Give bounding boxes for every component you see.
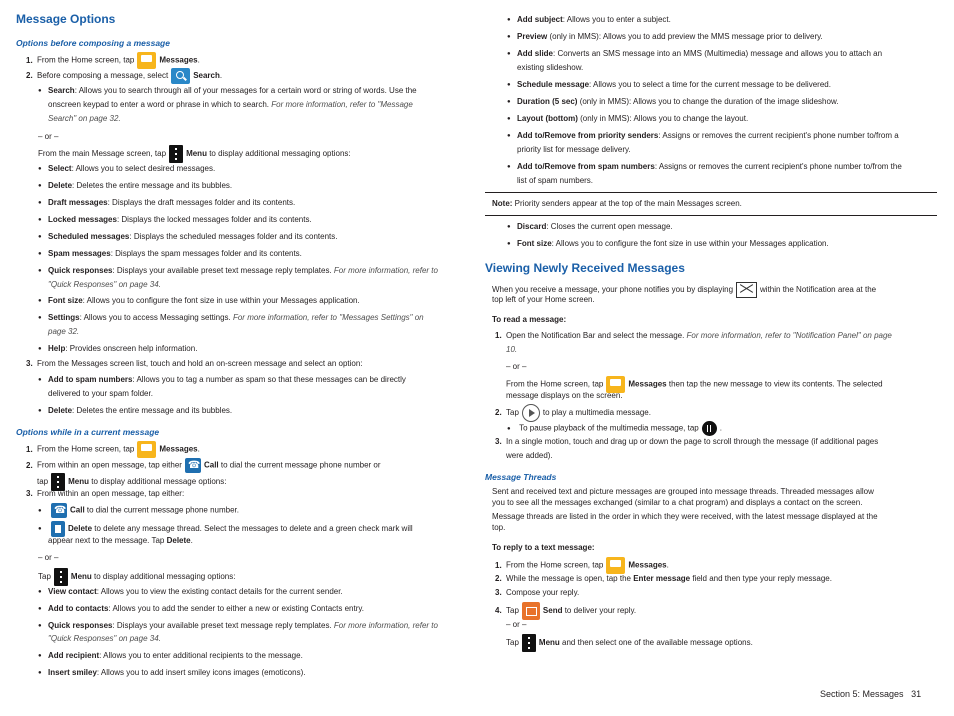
new-message-notification-icon xyxy=(736,282,757,298)
messages-icon xyxy=(137,441,156,458)
read-alt-line-cont: message displays on the screen. xyxy=(506,391,623,400)
threads-para-1: Sent and received text and picture messages are grouped into message threads. Threaded messages allow xyxy=(492,487,874,496)
option-quick-responses-2-cont: "Quick Responses" on page 34. xyxy=(48,634,161,643)
option-schedule: ● Schedule message: Allows you to select a time for the current message to be delivered. xyxy=(507,79,831,91)
call-icon xyxy=(185,458,201,473)
step-m2-cont: tap Menu to display additional message options: xyxy=(37,473,226,491)
subheading-before-composing: Options before composing a message xyxy=(16,38,170,48)
read-step-1-cont: 10. xyxy=(506,345,518,354)
section-title-viewing: Viewing Newly Received Messages xyxy=(485,261,685,275)
reply-step-3: 3. Compose your reply. xyxy=(495,588,580,597)
option-insert-smiley: ● Insert smiley: Allows you to add insert smiley icons images (emoticons). xyxy=(38,667,305,679)
note: Note: Priority senders appear at the top of the main Messages screen. xyxy=(492,199,742,208)
option-settings-cont: page 32. xyxy=(48,327,80,336)
option-delete: ● Delete: Deletes the entire message and its bubbles. xyxy=(38,180,232,192)
step-2: 2. Before composing a message, select Search. xyxy=(26,68,222,84)
menu-icon xyxy=(522,634,536,652)
menu-icon xyxy=(54,568,68,586)
option-delete-thread-cont: appear next to the message. Tap Delete. xyxy=(48,536,193,545)
option-delete-thread: ● Delete to delete any message thread. Select the messages to delete and a green check mark will xyxy=(38,521,413,537)
option-select: ● Select: Allows you to select desired messages. xyxy=(38,163,215,175)
option-add-slide: ● Add slide: Converts an SMS message into an MMS (Multimedia) message and allows you to attach an xyxy=(507,48,882,60)
main-menu-line: From the main Message screen, tap Menu to display additional messaging options: xyxy=(38,145,351,163)
call-icon xyxy=(51,503,67,518)
play-icon xyxy=(522,404,540,422)
option-add-recipient: ● Add recipient: Allows you to enter additional recipients to the message. xyxy=(38,650,303,662)
messages-icon xyxy=(137,52,156,69)
subheading-current-message: Options while in a current message xyxy=(16,427,160,437)
note-rule-top xyxy=(485,192,937,193)
option-spam: ● Spam messages: Displays the spam messages folder and its contents. xyxy=(38,248,302,260)
subheading-threads: Message Threads xyxy=(485,472,557,482)
step-m2: 2. From within an open message, tap either☎ Call to dial the current message phone number or xyxy=(26,458,381,473)
option-call: ☎● Call to dial the current message phone number. xyxy=(38,503,239,518)
section-title: Message Options xyxy=(16,12,116,26)
option-delete-2: ● Delete: Deletes the entire message and its bubbles. xyxy=(38,405,232,417)
viewing-intro-cont: top left of your Home screen. xyxy=(492,295,595,304)
step-3: 3. From the Messages screen list, touch and hold an on-screen message and select an option: xyxy=(26,359,363,368)
bullet-search: ● Search: Allows you to search through all of your messages for a certain word or string of words. Use the xyxy=(38,85,417,97)
reply-menu-line: Tap Menu and then select one of the available message options. xyxy=(506,634,753,652)
step-m3: 3. From within an open message, tap either: xyxy=(26,489,185,498)
option-quick-responses-2: ● Quick responses: Displays your available preset text message reply templates. For more information, refer to xyxy=(38,620,438,632)
pause-icon xyxy=(702,421,717,436)
reply-step-1: 1. From the Home screen, tap Messages. xyxy=(495,557,669,574)
option-add-contacts: ● Add to contacts: Allows you to add the sender to either a new or existing Contacts entry. xyxy=(38,603,364,615)
messages-icon xyxy=(606,557,625,574)
reply-step-2: 2. While the message is open, tap the Enter message field and then type your reply message. xyxy=(495,574,832,583)
option-draft: ● Draft messages: Displays the draft messages folder and its contents. xyxy=(38,197,295,209)
option-view-contact: ● View contact: Allows you to view the existing contact details for the current sender. xyxy=(38,586,343,598)
option-settings: ● Settings: Allows you to access Messaging settings. For more information, refer to "Messages Settings" on xyxy=(38,312,424,324)
option-add-slide-cont: existing slideshow. xyxy=(517,63,584,72)
option-locked: ● Locked messages: Displays the locked messages folder and its contents. xyxy=(38,214,312,226)
tap-menu-line: Tap Menu to display additional messaging options: xyxy=(38,568,235,586)
or-separator-4: – or – xyxy=(506,620,527,629)
threads-para-1-cont: you to see all the messages exchanged (similar to a chat program) and displays a contact on the screen. xyxy=(492,498,863,507)
pause-bullet: ● To pause playback of the multimedia message, tap . xyxy=(507,421,722,436)
option-scheduled: ● Scheduled messages: Displays the scheduled messages folder and its contents. xyxy=(38,231,338,243)
option-spam-numbers-cont: list of spam numbers. xyxy=(517,176,594,185)
step-m1: 1. From the Home screen, tap Messages. xyxy=(26,441,200,458)
option-discard: ● Discard: Closes the current open message. xyxy=(507,221,673,233)
step-1: 1. From the Home screen, tap Messages. xyxy=(26,52,200,69)
option-priority-senders: ● Add to/Remove from priority senders: Assigns or removes the current recipient's phone number to/from a xyxy=(507,130,899,142)
bullet-search-cont2: Search" on page 32. xyxy=(48,114,121,123)
to-reply-heading: To reply to a text message: xyxy=(492,543,595,552)
threads-para-2: Message threads are listed in the order in which they were received, with the latest message displayed at the xyxy=(492,512,878,521)
page-footer xyxy=(820,689,921,700)
read-step-2: 2. Tap to play a multimedia message. xyxy=(495,404,651,422)
option-spam-numbers: ● Add to/Remove from spam numbers: Assigns or removes the current recipient's phone number to/from the xyxy=(507,161,902,173)
option-add-subject: ● Add subject: Allows you to enter a subject. xyxy=(507,14,671,26)
reply-step-4: 4. Tap Send to deliver your reply. xyxy=(495,602,636,620)
option-preview: ● Preview (only in MMS): Allows you to add preview the MMS message prior to delivery. xyxy=(507,31,823,43)
option-font-size: ● Font size: Allows you to configure the font size in use within your Messages application. xyxy=(38,295,360,307)
viewing-intro: When you receive a message, your phone notifies you by displaying within the Notification area at the xyxy=(492,282,876,298)
search-icon xyxy=(171,68,190,84)
read-step-3-cont: were added). xyxy=(506,451,553,460)
page-number: 31 xyxy=(911,689,922,699)
or-separator: – or – xyxy=(38,132,59,141)
read-step-3: 3. In a single motion, touch and drag up or down the page to scroll through the message (if additional pages xyxy=(495,437,879,446)
menu-icon xyxy=(169,145,183,163)
option-priority-senders-cont: priority list for message delivery. xyxy=(517,145,631,154)
footer-section: Section 5: Messages xyxy=(820,689,904,699)
option-duration: ● Duration (5 sec) (only in MMS): Allows you to change the duration of the image slideshow. xyxy=(507,96,839,108)
send-icon xyxy=(522,602,540,620)
to-read-heading: To read a message: xyxy=(492,315,567,324)
option-add-spam-cont: delivered to your spam folder. xyxy=(48,389,153,398)
option-add-spam: ● Add to spam numbers: Allows you to tag a number as spam so that these messages can be directly xyxy=(38,374,406,386)
option-help: ● Help: Provides onscreen help information. xyxy=(38,343,197,355)
bullet-search-cont: onscreen keypad to enter a word or phrase in which to search. For more information, refer to "Message xyxy=(48,100,413,109)
note-rule-bottom xyxy=(485,215,937,216)
option-quick-responses-cont: "Quick Responses" on page 34. xyxy=(48,280,161,289)
or-separator-3: – or – xyxy=(506,362,527,371)
option-layout: ● Layout (bottom) (only in MMS): Allows you to change the layout. xyxy=(507,113,748,125)
threads-para-2-cont: top. xyxy=(492,523,506,532)
or-separator-2: – or – xyxy=(38,553,59,562)
option-font-size-2: ● Font size: Allows you to configure the font size in use within your Messages application. xyxy=(507,238,829,250)
read-step-1: 1. Open the Notification Bar and select the message. For more information, refer to "Notification Panel" on page xyxy=(495,331,892,340)
option-quick-responses: ● Quick responses: Displays your available preset text message reply templates. For more information, refer to xyxy=(38,265,438,277)
read-alt-line: From the Home screen, tap Messages then tap the new message to view its contents. The selected xyxy=(506,376,883,393)
